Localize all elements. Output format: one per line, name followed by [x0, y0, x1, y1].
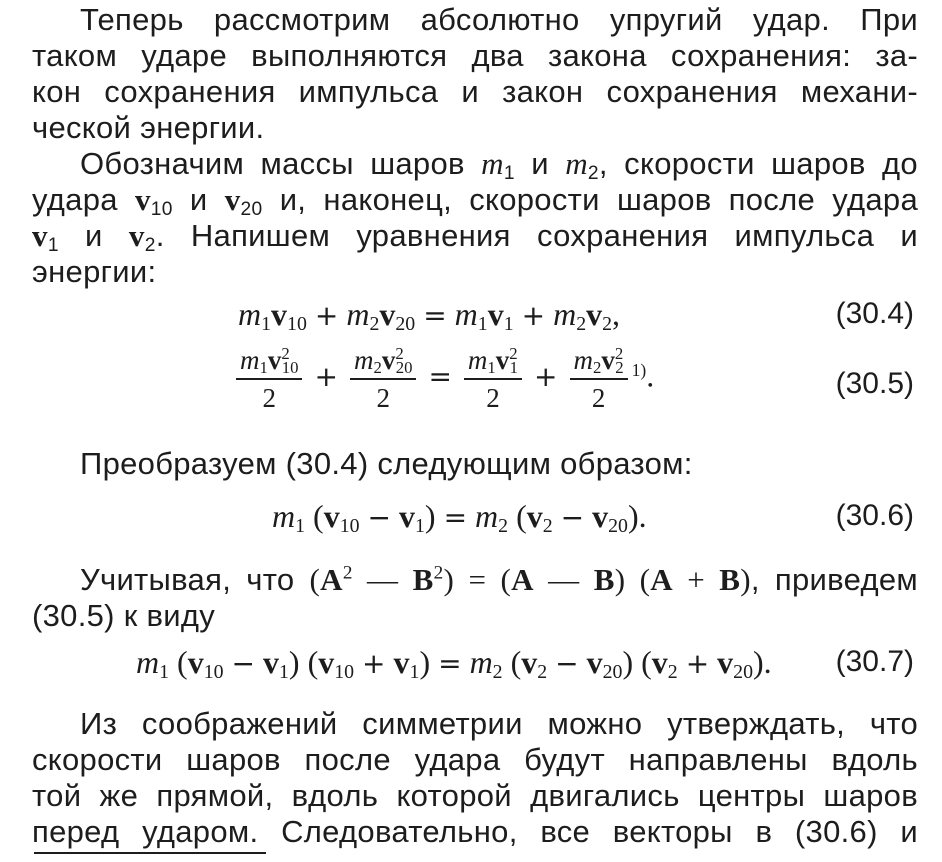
para2-l1-b: , скорости шаров до — [598, 146, 918, 181]
para2-l2-a: удара — [32, 182, 135, 217]
equation-number-30-4: (30.4) — [835, 297, 914, 330]
para5-line3: той же прямой, вдоль которой двигались центры шаров — [32, 778, 918, 813]
para2-l1-a: Обозначим массы шаров — [80, 146, 482, 181]
para2-line3: $v_1$ и $v_2$. Напишем уравнения сохранения импульса и — [32, 218, 918, 256]
para2-l2-c: и, наконец, скорости шаров после удара — [262, 182, 918, 217]
footnote-mark: 1) — [631, 359, 647, 380]
para4-l1-a: Учитывая, что — [80, 562, 310, 597]
para2-line2: удара $v_{10}$ и $v_{20}$ и, наконец, скорости шаров после удара — [32, 182, 918, 220]
equation-30-5: $\frac{m_1v^2_{10}}{2}$ + $\frac{m_2v^2_{20}}{2}$ = $\frac{m_1v^2_1}{2}$ + $\frac{m_2v^2_2}{2}$ $^{1)}$. — [232, 344, 654, 414]
para4-line1: Учитывая, что ($A^2$ — $B^2) = (A$ — B) (A + B), приведем — [80, 562, 918, 597]
fraction-4: $\frac{m_2v^2_2}{2}$ — [570, 344, 628, 414]
equation-30-7: $m_1$ $(v_{10} - v_1) (v_{10} + v_1) = m_2$ $(v_2 - v_{20}) (v_2 + v_{20})$. — [136, 644, 772, 683]
para2-line1: Обозначим массы шаров $m_1$ и $m_2$, скорости шаров до — [80, 146, 918, 184]
para1-line3: кон сохранения импульса и закон сохранения механи- — [32, 74, 918, 109]
para4-l1-b: , приведем — [750, 562, 918, 597]
equation-number-30-5: (30.5) — [835, 367, 914, 400]
para2-line4: энергии: — [32, 254, 157, 289]
denominator: 2 — [376, 383, 390, 413]
para5-line2: скорости шаров после удара будут направлены вдоль — [32, 742, 918, 777]
para2-l3-a: и — [58, 218, 129, 253]
equation-30-6: $m_1$ $(v_{10} - v_1) = m_2$ $(v_2 - v_{20})$. — [272, 498, 647, 537]
para2-l3-b: . Напишем уравнения сохранения импульса и — [155, 218, 918, 253]
equation-number-30-7: (30.7) — [835, 645, 914, 678]
footnote-separator-rule — [34, 852, 266, 854]
fraction-1: $\frac{m_1v^2_{10}}{2}$ — [236, 344, 302, 414]
para2-l2-b: и — [172, 182, 225, 217]
para5-line1: Из соображений симметрии можно утверждать, что — [80, 706, 918, 741]
fraction-2: $\frac{m_2v^2_{20}}{2}$ — [350, 344, 416, 414]
denominator: 2 — [591, 383, 606, 413]
para5-line4: перед ударом. Следовательно, все векторы в (30.6) и — [32, 814, 918, 849]
equation-number-30-6: (30.6) — [835, 499, 914, 532]
equation-30-4: $m_1v_{10} + m_2v_{20} = m_1v_1 + m_2v_2$, — [238, 296, 621, 335]
para1-line2: таком ударе выполняются два закона сохранения: за- — [32, 38, 918, 73]
para4-line2: (30.5) к виду — [32, 598, 216, 633]
para1-line4: ческой энергии. — [32, 110, 265, 145]
fraction-3: $\frac{m_1v^2_1}{2}$ — [464, 344, 522, 414]
para1-line1: Теперь рассмотрим абсолютно упругий удар. При — [80, 2, 918, 37]
denominator: 2 — [262, 383, 276, 413]
denominator: 2 — [486, 383, 500, 413]
para3-text: Преобразуем (30.4) следующим образом: — [80, 446, 693, 481]
